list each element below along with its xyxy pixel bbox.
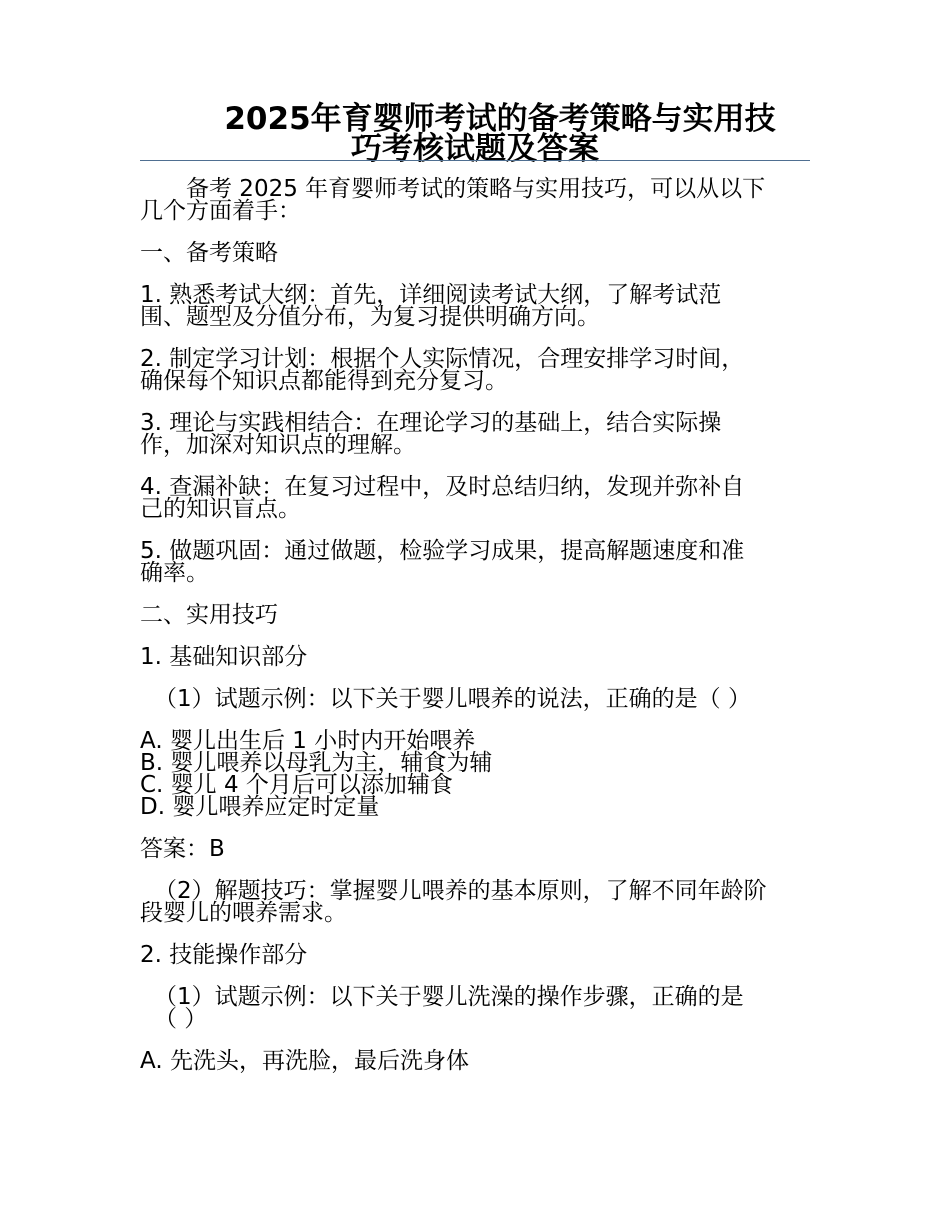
intro-line-2: 几个方面着手： [140, 198, 301, 224]
tip-1 [140, 880, 812, 924]
subsection-2-title: 2. 技能操作部分 [140, 942, 308, 968]
strategy-item-5 [140, 540, 812, 584]
strategy-item-4 [140, 476, 812, 520]
section-1-title: 一、备考策略 [140, 240, 278, 266]
question-2-line-2: （ ） [154, 1006, 208, 1032]
question-1-answer [140, 838, 812, 860]
strategy-2-line-2: 确保每个知识点都能得到充分复习。 [140, 368, 508, 394]
strategy-item-3 [140, 412, 812, 456]
strategy-2-line-1: 2. 制定学习计划：根据个人实际情况，合理安排学习时间， [140, 346, 745, 372]
title-line-2: 巧考核试题及答案 [351, 131, 599, 167]
section-2-title: 二、实用技巧 [140, 602, 278, 628]
strategy-3-line-2: 作，加深对知识点的理解。 [140, 432, 416, 458]
question-1-text: （1）试题示例：以下关于婴儿喂养的说法，正确的是（ ） [154, 686, 751, 712]
option-a: A. 婴儿出生后 1 小时内开始喂养 [140, 728, 476, 754]
tip-1-line-1: （2）解题技巧：掌握婴儿喂养的基本原则，了解不同年龄阶 [154, 878, 767, 904]
tip-1-line-2: 段婴儿的喂养需求。 [140, 900, 347, 926]
strategy-item-1 [140, 284, 812, 328]
strategy-item-2 [140, 348, 812, 392]
strategy-5-line-1: 5. 做题巩固：通过做题，检验学习成果，提高解题速度和准 [140, 538, 745, 564]
document-title [140, 101, 810, 167]
q2-option-a-text: A. 先洗头，再洗脸，最后洗身体 [140, 1048, 469, 1074]
subsection-basic-knowledge [140, 646, 812, 668]
strategy-1-line-1: 1. 熟悉考试大纲：首先，详细阅读考试大纲，了解考试范 [140, 282, 722, 308]
intro-paragraph [140, 178, 812, 222]
intro-line-1: 备考 2025 年育婴师考试的策略与实用技巧，可以从以下 [186, 176, 766, 202]
strategy-4-line-1: 4. 查漏补缺：在复习过程中，及时总结归纳，发现并弥补自 [140, 474, 745, 500]
subsection-skill-operation [140, 944, 812, 966]
option-c: C. 婴儿 4 个月后可以添加辅食 [140, 772, 453, 798]
strategy-3-line-1: 3. 理论与实践相结合：在理论学习的基础上，结合实际操 [140, 410, 722, 436]
title-line-1: 2025年育婴师考试的备考策略与实用技 [224, 101, 776, 137]
question-1 [140, 688, 812, 710]
question-1-options [140, 730, 812, 818]
option-d: D. 婴儿喂养应定时定量 [140, 794, 380, 820]
question-2-option-a [140, 1050, 812, 1072]
title-underline [140, 160, 810, 161]
question-2 [140, 986, 812, 1030]
section-heading-tips [140, 604, 812, 626]
strategy-4-line-2: 己的知识盲点。 [140, 496, 301, 522]
section-heading-strategy [140, 242, 812, 264]
subsection-1-title: 1. 基础知识部分 [140, 644, 308, 670]
option-b: B. 婴儿喂养以母乳为主，辅食为辅 [140, 750, 493, 776]
strategy-5-line-2: 确率。 [140, 560, 209, 586]
answer-text: 答案：B [140, 836, 225, 862]
document-body [140, 178, 812, 1092]
question-2-line-1: （1）试题示例：以下关于婴儿洗澡的操作步骤，正确的是 [154, 984, 744, 1010]
strategy-1-line-2: 围、题型及分值分布，为复习提供明确方向。 [140, 304, 600, 330]
